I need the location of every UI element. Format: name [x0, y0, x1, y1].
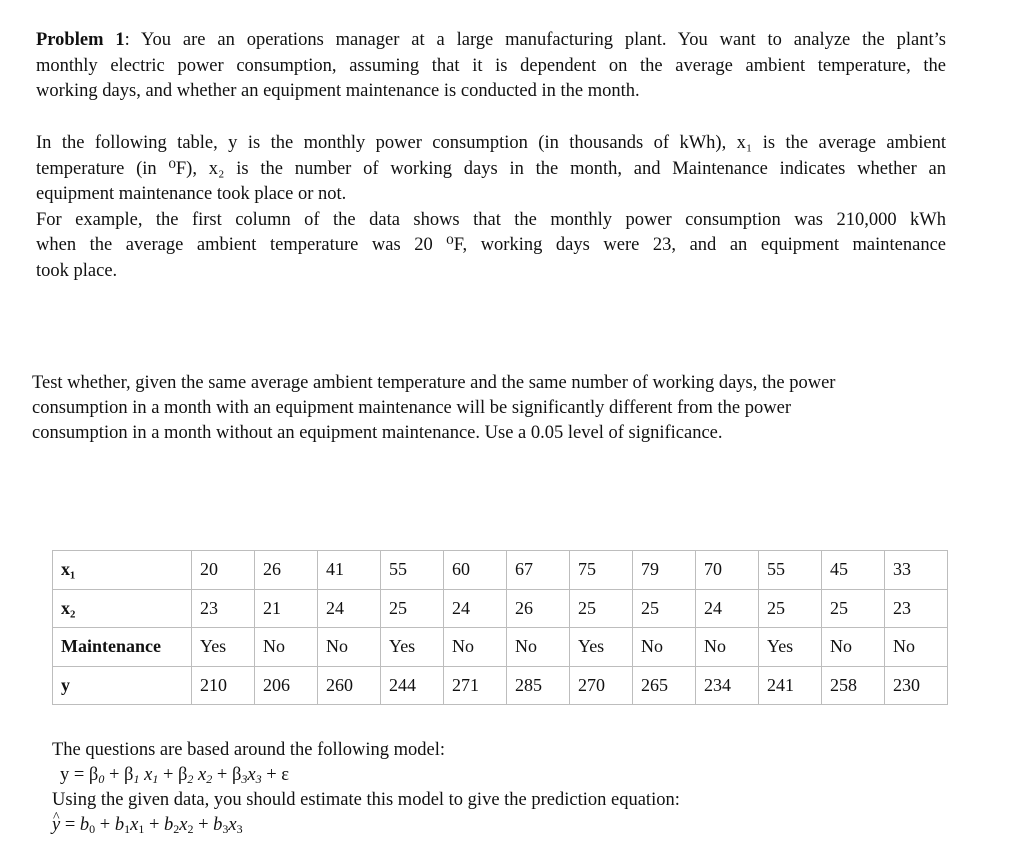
test-line-2: consumption in a month with an equipment maintenance will be significantly different from the power [32, 398, 791, 418]
table-cell: 206 [255, 666, 318, 705]
table-cell: 20 [192, 551, 255, 590]
problem-line-1: Problem 1: You are an operations manager at a large manufacturing plant. You want to analyze the plant’s [36, 30, 946, 50]
table-cell: 26 [255, 551, 318, 590]
table-cell: 33 [885, 551, 948, 590]
table-cell: 25 [759, 589, 822, 628]
description-paragraph [36, 131, 946, 284]
table-cell: No [822, 628, 885, 667]
table-cell: 234 [696, 666, 759, 705]
description-line-3: equipment maintenance took place or not. [36, 184, 347, 204]
table-cell: 70 [696, 551, 759, 590]
table-cell: No [633, 628, 696, 667]
problem-paragraph [36, 28, 946, 105]
table-cell: No [444, 628, 507, 667]
test-paragraph [32, 371, 932, 446]
description-line-4: For example, the first column of the data shows that the monthly power consumption was 210,000 kWh [36, 209, 946, 230]
row-label: x₂ [53, 589, 192, 628]
test-line-1: Test whether, given the same average ambient temperature and the same number of working days, the power [32, 373, 836, 393]
data-table [52, 550, 948, 705]
table-cell: No [885, 628, 948, 667]
prediction-equation: ^ $y = b_0 + b_1x_1 + b_2x_2 + b_3x_3$ [52, 813, 932, 838]
table-cell: Yes [759, 628, 822, 667]
table-row [53, 666, 948, 705]
table-cell: 270 [570, 666, 633, 705]
table-cell: 24 [318, 589, 381, 628]
description-line-2: temperature (in ⁰F), x₂ is the number of working days in the month, and Maintenance indicates whether an [36, 158, 946, 179]
table-cell: 79 [633, 551, 696, 590]
table-cell: 21 [255, 589, 318, 628]
table-row [53, 551, 948, 590]
table-cell: 241 [759, 666, 822, 705]
table-cell: 55 [381, 551, 444, 590]
table-cell: Yes [570, 628, 633, 667]
table-cell: 23 [192, 589, 255, 628]
test-line-3: consumption in a month without an equipment maintenance. Use a 0.05 level of significance. [32, 423, 723, 443]
table-row [53, 589, 948, 628]
table-cell: 285 [507, 666, 570, 705]
model-intro: The questions are based around the following model: [52, 740, 446, 760]
table-cell: No [507, 628, 570, 667]
table-row [53, 628, 948, 667]
table-cell: 24 [444, 589, 507, 628]
table-cell: 26 [507, 589, 570, 628]
table-cell: 260 [318, 666, 381, 705]
table-cell: 258 [822, 666, 885, 705]
problem-line-3: working days, and whether an equipment maintenance is conducted in the month. [36, 81, 640, 101]
table-cell: 24 [696, 589, 759, 628]
model-section [52, 738, 932, 838]
row-label: x₁ [53, 551, 192, 590]
description-line-5: when the average ambient temperature was 20 ⁰F, working days were 23, and an equipment maintenance [36, 235, 946, 255]
description-line-6: took place. [36, 260, 118, 281]
table-cell: 244 [381, 666, 444, 705]
table-cell: 25 [381, 589, 444, 628]
table-cell: 25 [633, 589, 696, 628]
table-cell: 75 [570, 551, 633, 590]
table-cell: No [318, 628, 381, 667]
data-table-body [53, 551, 948, 705]
table-cell: Yes [192, 628, 255, 667]
table-cell: 265 [633, 666, 696, 705]
row-label: y [53, 666, 192, 705]
table-cell: 230 [885, 666, 948, 705]
problem-line-2: monthly electric power consumption, assuming that it is dependent on the average ambient temperature, the [36, 55, 946, 76]
table-cell: 41 [318, 551, 381, 590]
table-cell: No [255, 628, 318, 667]
table-cell: No [696, 628, 759, 667]
table-cell: 25 [822, 589, 885, 628]
model-instruction: Using the given data, you should estimate this model to give the prediction equation: [52, 790, 680, 810]
table-cell: 67 [507, 551, 570, 590]
table-cell: 23 [885, 589, 948, 628]
description-line-1: In the following table, y is the monthly power consumption (in thousands of kWh), x₁ is the average ambient [36, 133, 946, 153]
table-cell: 271 [444, 666, 507, 705]
table-cell: 210 [192, 666, 255, 705]
table-cell: 45 [822, 551, 885, 590]
row-label: Maintenance [53, 628, 192, 667]
problem-label: Problem 1 [36, 30, 125, 50]
table-cell: Yes [381, 628, 444, 667]
table-cell: 60 [444, 551, 507, 590]
model-equation: $y = \beta_0 + \beta_1$ $x_1 + \beta_2$ $x_2 + \beta_3x_3 + \varepsilon$ [60, 765, 290, 786]
table-cell: 55 [759, 551, 822, 590]
table-cell: 25 [570, 589, 633, 628]
